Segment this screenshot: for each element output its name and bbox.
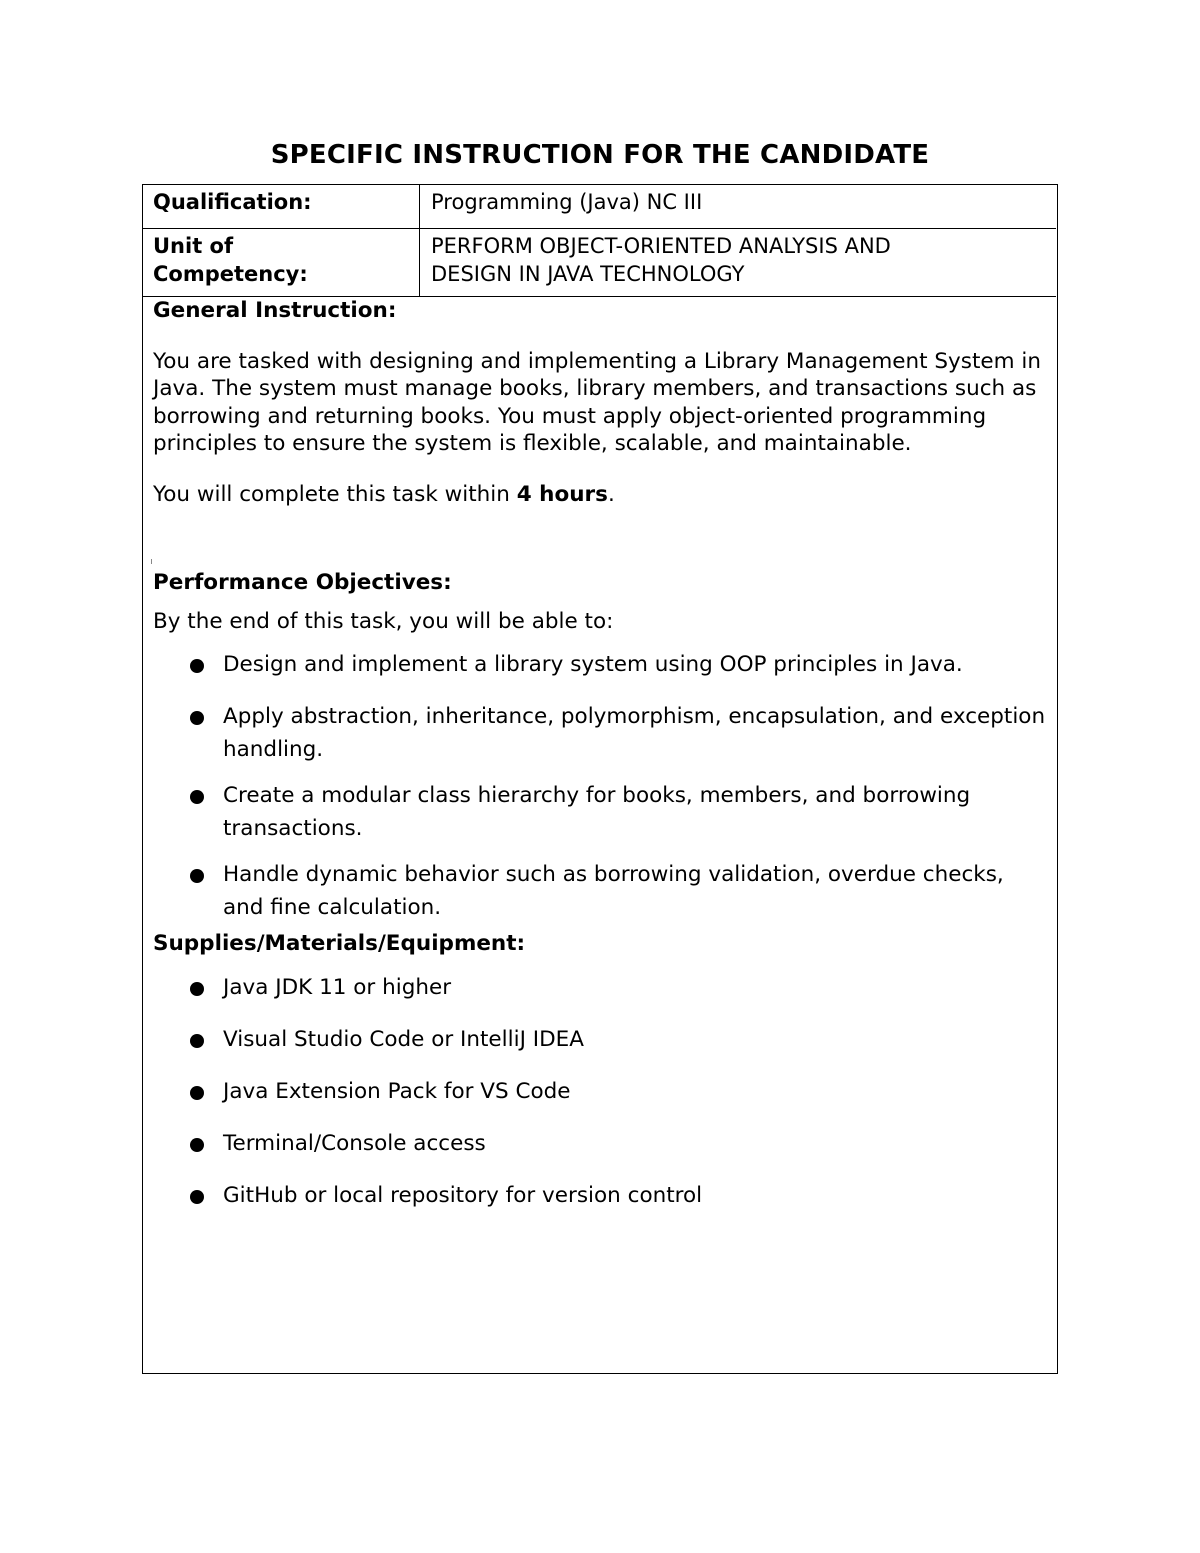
- time-limit-prefix: You will complete this task within: [153, 481, 517, 507]
- performance-objectives-intro: By the end of this task, you will be able to:: [153, 608, 614, 634]
- supply-item: [153, 1075, 1046, 1108]
- supplies-heading: Supplies/Materials/Equipment:: [153, 931, 526, 956]
- bullet-icon: [190, 982, 204, 996]
- objective-item: [153, 648, 1046, 681]
- objective-item: [153, 779, 1046, 845]
- performance-objectives-heading: Performance Objectives:: [153, 570, 452, 595]
- objective-text: Apply abstraction, inheritance, polymorphism, encapsulation, and exception handling.: [223, 704, 1046, 762]
- instruction-table: [142, 184, 1058, 1374]
- bullet-icon: [190, 869, 204, 883]
- supply-text: Terminal/Console access: [223, 1130, 486, 1156]
- bullet-icon: [190, 659, 204, 673]
- objective-text: Design and implement a library system using OOP principles in Java.: [223, 652, 963, 677]
- supply-item: [153, 1023, 1046, 1056]
- supply-text: Java JDK 11 or higher: [223, 974, 452, 1000]
- time-limit-suffix: .: [607, 481, 615, 507]
- objective-item: [153, 858, 1046, 924]
- unit-of-competency-row: [143, 229, 1056, 297]
- supply-text: Java Extension Pack for VS Code: [223, 1078, 571, 1104]
- supply-item: [153, 1127, 1046, 1160]
- performance-objectives-list: [153, 648, 1046, 924]
- qualification-row: [143, 185, 1056, 229]
- bullet-icon: [190, 711, 204, 725]
- qualification-value: Programming (Java) NC III: [431, 190, 703, 214]
- general-instruction-heading: General Instruction:: [153, 298, 397, 323]
- bullet-icon: [190, 1138, 204, 1152]
- bullet-icon: [190, 1190, 204, 1204]
- supply-text: GitHub or local repository for version control: [223, 1182, 703, 1208]
- supply-item: [153, 971, 1046, 1004]
- unit-of-competency-label: [143, 229, 420, 296]
- time-limit-sentence: [153, 481, 1046, 509]
- bullet-icon: [190, 790, 204, 804]
- unit-value-line2: DESIGN IN JAVA TECHNOLOGY: [431, 262, 745, 286]
- objective-text: Handle dynamic behavior such as borrowing validation, overdue checks, and fine calculation.: [223, 862, 1004, 920]
- unit-value-line1: PERFORM OBJECT-ORIENTED ANALYSIS AND: [431, 234, 891, 258]
- stray-mark: [151, 559, 152, 564]
- unit-of-competency-value: [420, 229, 1056, 302]
- supplies-list: [153, 971, 1046, 1212]
- unit-label-line2: Competency:: [153, 262, 308, 286]
- instruction-body: [143, 297, 1056, 1212]
- general-instruction-paragraph: You are tasked with designing and implementing a Library Management System in Java. The system must manage books, library members, and transactions such as borrowing and returning books. You must apply object-oriented programming principles to ensure the system is flexible, scalable, and maintainable.: [153, 348, 1041, 456]
- supply-item: [153, 1179, 1046, 1212]
- time-limit-value: 4 hours: [516, 481, 608, 507]
- unit-label-line1: Unit of: [153, 234, 234, 258]
- objective-text: Create a modular class hierarchy for books, members, and borrowing transactions.: [223, 783, 971, 841]
- document-title: SPECIFIC INSTRUCTION FOR THE CANDIDATE: [270, 140, 930, 170]
- supply-text: Visual Studio Code or IntelliJ IDEA: [223, 1026, 584, 1052]
- qualification-label: Qualification:: [143, 185, 420, 228]
- objective-item: [153, 700, 1046, 766]
- bullet-icon: [190, 1034, 204, 1048]
- bullet-icon: [190, 1086, 204, 1100]
